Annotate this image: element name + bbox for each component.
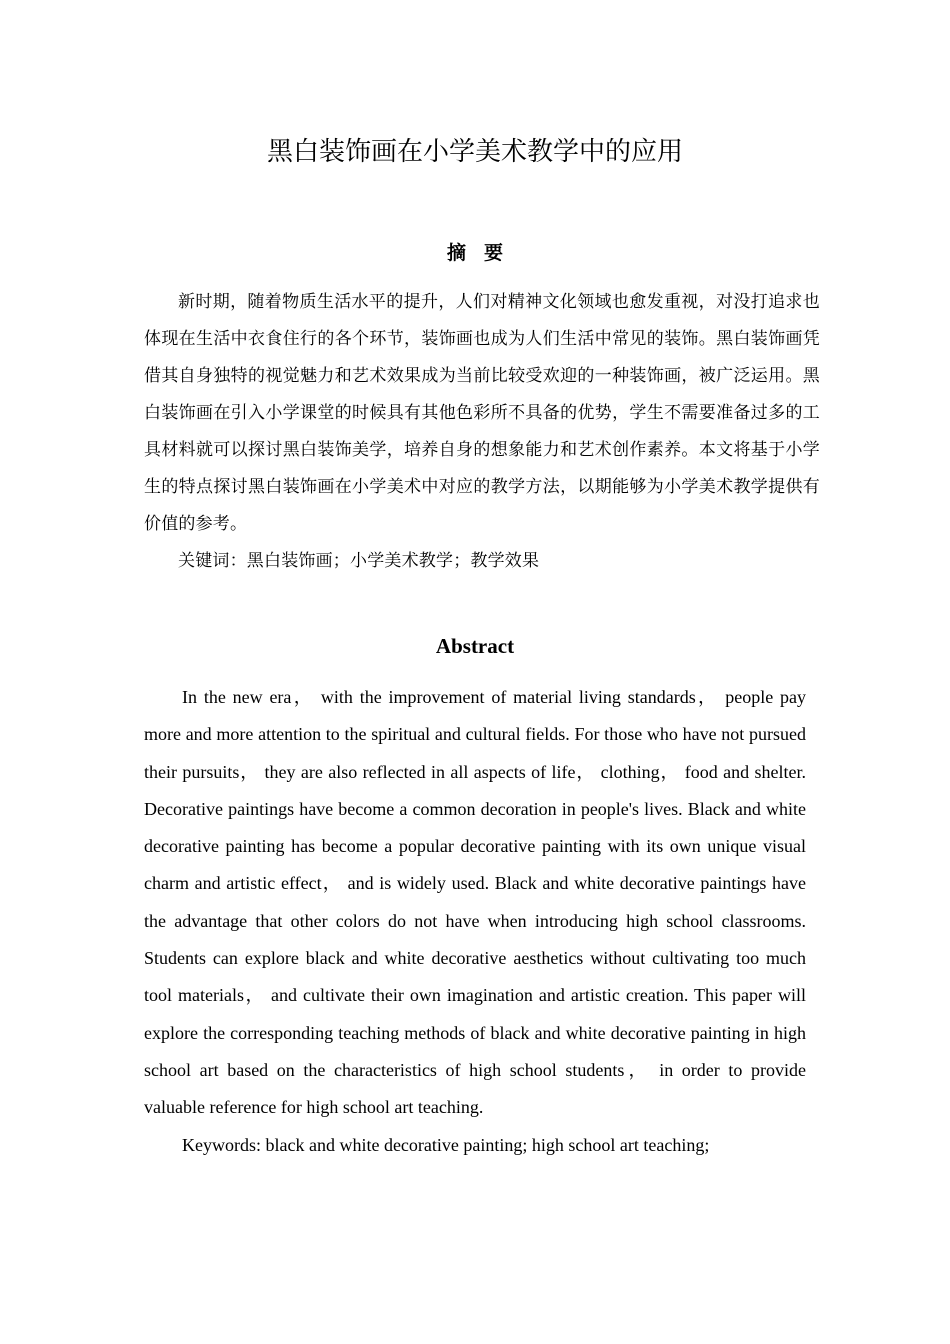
chinese-abstract-heading: 摘要 <box>446 242 521 264</box>
english-abstract-body: In the new era， with the improvement of material living standards， people pay more and more attention to the spiritual and cultural fields. For those who have not pursued their pursuits， they are also reflected in all aspects of life， clothing， food and shelter. Decorative paintings have become a common decoration in people's lives. Black and white decorative painting has become a popular decorative painting with its own unique visual charm and artistic effect， and is widely used. Black and white decorative paintings have the advantage that other colors do not have when introducing high school classrooms. Students can explore black and white decorative aesthetics without cultivating too much tool materials， and cultivate their own imagination and artistic creation. This paper will explore the corresponding teaching methods of black and white decorative painting in high school art based on the characteristics of high school students， in order to provide valuable reference for high school art teaching. <box>144 687 806 1118</box>
chinese-abstract-body: 新时期，随着物质生活水平的提升，人们对精神文化领域也愈发重视，对没打追求也体现在生活中衣食住行的各个环节，装饰画也成为人们生活中常见的装饰。黑白装饰画凭借其自身独特的视觉魅力和艺术效果成为当前比较受欢迎的一种装饰画，被广泛运用。黑白装饰画在引入小学课堂的时候具有其他色彩所不具备的优势，学生不需要准备过多的工具材料就可以探讨黑白装饰美学，培养自身的想象能力和艺术创作素养。本文将基于小学生的特点探讨黑白装饰画在小学美术中对应的教学方法，以期能够为小学美术教学提供有价值的参考。 <box>144 292 820 534</box>
chinese-abstract <box>144 284 820 580</box>
english-abstract-heading: Abstract <box>435 634 515 658</box>
english-abstract <box>144 679 806 1164</box>
chinese-keywords: 关键词：黑白装饰画；小学美术教学；教学效果 <box>178 551 540 571</box>
page-title: 黑白装饰画在小学美术教学中的应用 <box>266 137 683 167</box>
english-keywords: Keywords: black and white decorative painting; high school art teaching; <box>182 1134 710 1155</box>
